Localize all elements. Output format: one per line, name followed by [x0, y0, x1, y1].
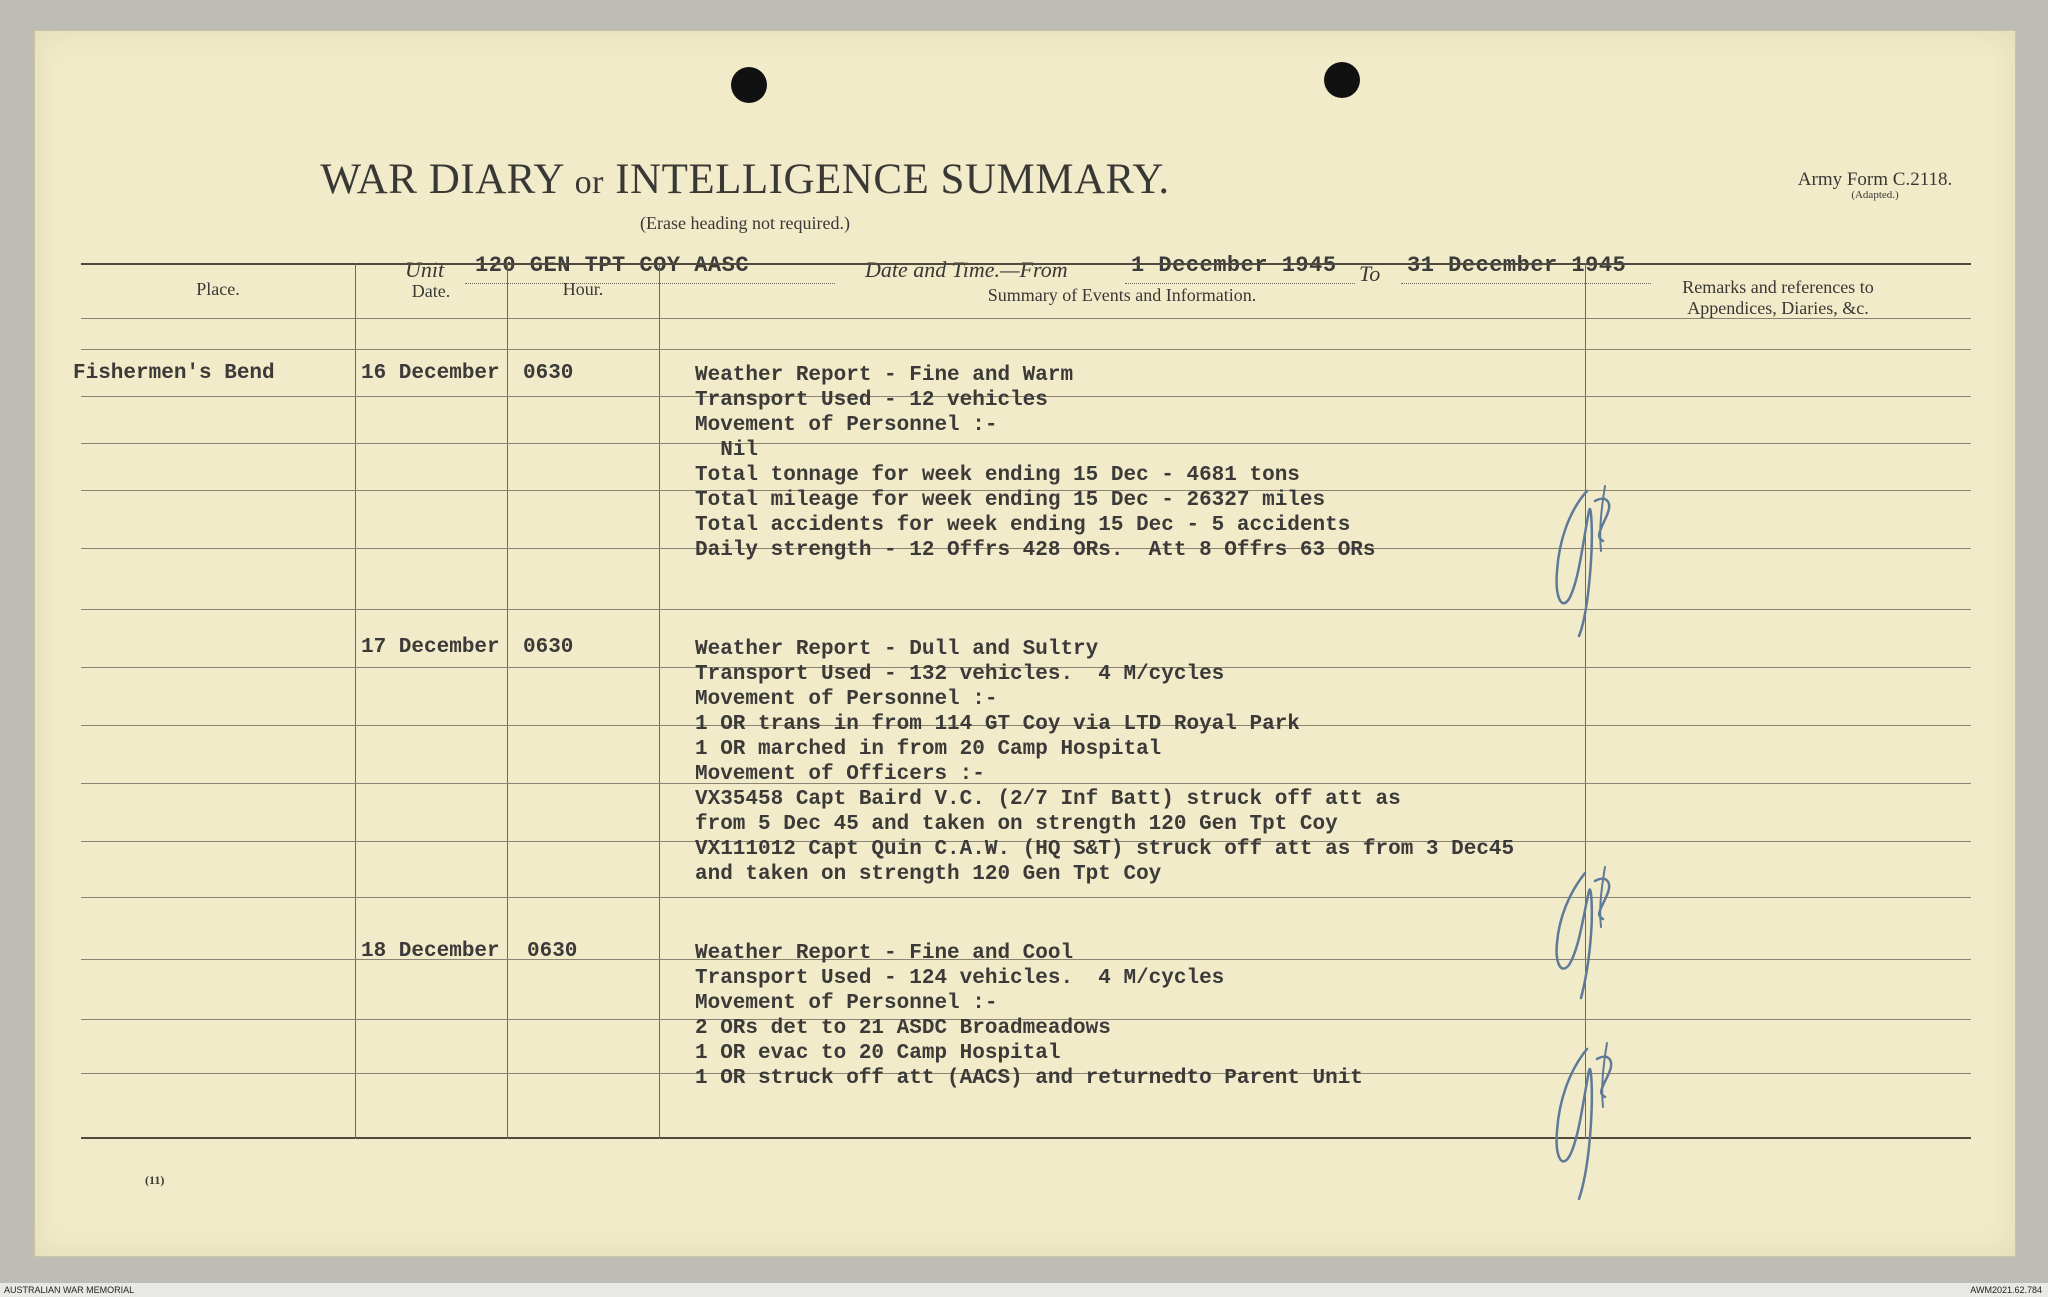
to-label: To: [1359, 261, 1381, 286]
summary-line: Movement of Personnel :-: [695, 688, 998, 711]
summary-line: Total mileage for week ending 15 Dec - 26327 miles: [695, 489, 1326, 512]
summary-line: Daily strength - 12 Offrs 428 ORs. Att 8 Offrs 63 ORs: [695, 539, 1376, 562]
army-form-number: Army Form C.2118.: [1797, 169, 1953, 190]
summary-line: Total accidents for week ending 15 Dec - 5 accidents: [695, 514, 1351, 537]
summary-line: 1 OR struck off att (AACS) and returnedto Parent Unit: [695, 1067, 1363, 1090]
punch-hole-left: [731, 67, 767, 103]
summary-line: Transport Used - 124 vehicles. 4 M/cycles: [695, 967, 1225, 990]
remarks-header-line2: Appendices, Diaries, &c.: [1687, 298, 1869, 318]
column-divider-date: [507, 263, 508, 1139]
column-header-date: Date.: [411, 281, 451, 301]
entry-hour: 0630: [523, 362, 574, 385]
unit-value: 120 GEN TPT COY AASC: [475, 253, 750, 278]
date-to-value: 31 December 1945: [1407, 253, 1627, 278]
entry-summary-16-december: [695, 363, 1376, 563]
title-intelligence-summary: INTELLIGENCE SUMMARY.: [615, 156, 1170, 203]
summary-line: and taken on strength 120 Gen Tpt Coy: [695, 863, 1162, 886]
entry-summary-18-december: [695, 941, 1363, 1091]
entry-date: 17 December: [361, 636, 500, 659]
entry-hour: 0630: [523, 636, 574, 659]
summary-line: Movement of Personnel :-: [695, 414, 998, 437]
summary-line: VX35458 Capt Baird V.C. (2/7 Inf Batt) struck off att as: [695, 788, 1401, 811]
summary-line: Weather Report - Dull and Sultry: [695, 638, 1099, 661]
summary-line: Movement of Personnel :-: [695, 992, 998, 1015]
entry-summary-17-december: [695, 637, 1514, 887]
entry-date: 16 December: [361, 362, 500, 385]
column-divider-place: [355, 263, 356, 1139]
form-number: (11): [145, 1173, 165, 1187]
date-from-dotline: [1125, 283, 1355, 284]
table-top-rule: [81, 263, 1971, 265]
summary-line: Movement of Officers :-: [695, 763, 985, 786]
row-rule: [81, 609, 1971, 610]
column-header-summary: Summary of Events and Information.: [987, 285, 1257, 305]
handwritten-initials-signature: [1539, 471, 1629, 641]
army-form-label: [1775, 169, 1975, 201]
column-divider-hour: [659, 263, 660, 1139]
title-war-diary: WAR DIARY: [320, 156, 564, 203]
unit-label: Unit: [405, 257, 445, 282]
entry-date: 18 December: [361, 940, 500, 963]
summary-line: 1 OR trans in from 114 GT Coy via LTD Royal Park: [695, 713, 1300, 736]
handwritten-initials-signature: [1539, 1031, 1629, 1201]
row-rule: [81, 897, 1971, 898]
punch-hole-right: [1324, 62, 1360, 98]
column-divider-summary: [1585, 263, 1586, 1139]
date-from-value: 1 December 1945: [1131, 253, 1337, 278]
summary-line: Transport Used - 12 vehicles: [695, 389, 1048, 412]
entry-place: Fishermen's Bend: [73, 362, 275, 385]
summary-line: Weather Report - Fine and Cool: [695, 942, 1074, 965]
title-or: or: [574, 164, 604, 201]
footer-institution: AUSTRALIAN WAR MEMORIAL: [4, 1285, 135, 1295]
summary-line: VX111012 Capt Quin C.A.W. (HQ S&T) struck off att as from 3 Dec45: [695, 838, 1515, 861]
remarks-header-line1: Remarks and references to: [1682, 277, 1874, 297]
column-header-place: Place.: [196, 279, 240, 299]
row-rule: [81, 349, 1971, 350]
entry-hour: 0630: [527, 940, 578, 963]
summary-line: 1 OR evac to 20 Camp Hospital: [695, 1042, 1061, 1065]
summary-line: Nil: [695, 439, 759, 462]
handwritten-initials-signature: [1539, 853, 1629, 1003]
summary-line: 2 ORs det to 21 ASDC Broadmeadows: [695, 1017, 1111, 1040]
summary-line: Total tonnage for week ending 15 Dec - 4681 tons: [695, 464, 1300, 487]
summary-line: from 5 Dec 45 and taken on strength 120 Gen Tpt Coy: [695, 813, 1338, 836]
footer-accession-number: AWM2021.62.784: [1970, 1285, 2042, 1295]
table-bottom-rule: [81, 1137, 1971, 1139]
summary-line: 1 OR marched in from 20 Camp Hospital: [695, 738, 1162, 761]
column-header-remarks: [1585, 277, 1971, 319]
page-title: [35, 155, 1455, 204]
army-form-note: (Adapted.): [1851, 189, 1899, 201]
summary-line: Transport Used - 132 vehicles. 4 M/cycles: [695, 663, 1225, 686]
page-subtitle: (Erase heading not required.): [640, 213, 850, 233]
date-label: Date and Time.—From: [865, 257, 1068, 282]
diary-page: [34, 30, 2016, 1257]
column-header-hour: Hour.: [562, 279, 604, 299]
summary-line: Weather Report - Fine and Warm: [695, 364, 1074, 387]
